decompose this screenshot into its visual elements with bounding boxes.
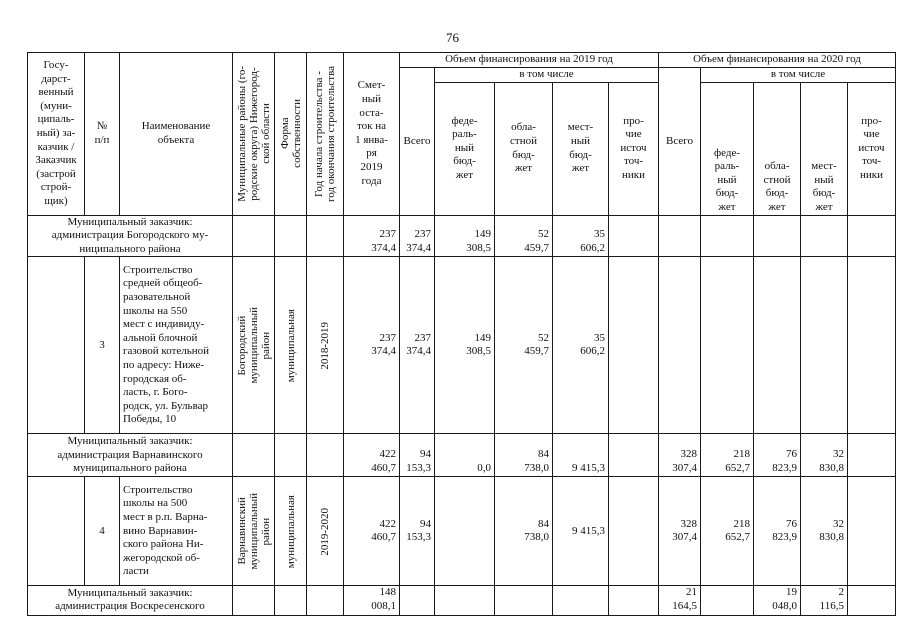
header-number: № п/п [85,53,120,216]
fin-2019-local: 9 415,3 [553,434,609,477]
customer-name: Муниципальный заказчик: администрация Богородского му- ниципального района [28,215,233,257]
fin-2020-local: 32 830,8 [801,434,848,477]
fin-2020-local: 2 116,5 [801,586,848,615]
fin-2019-federal: 0,0 [435,434,495,477]
fin-2020-federal [701,586,754,615]
estimate-balance: 422 460,7 [344,477,400,586]
header-2019-local: мест- ный бюд- жет [553,82,609,215]
municipality-cell [233,477,275,586]
years-text: 2018-2019 [319,321,331,370]
object-name: Строительство средней общеоб- разовательной школы на 550 мест с индивиду- альной блочной газовой котельной по адресу: Ниже- городская об- ласть, г. Бого- родск, ул. Бульвар Победы, 10 [120,257,233,434]
ownership-cell [275,434,307,477]
ownership-cell [275,477,307,586]
fin-2019-regional: 84 738,0 [495,434,553,477]
object-row [28,477,896,586]
row-number: 3 [85,257,120,434]
fin-2019-total [400,586,435,615]
years-text: 2019-2020 [319,507,331,556]
customer-cell [28,257,85,434]
years-cell [307,257,344,434]
fin-2019-total: 94 153,3 [400,434,435,477]
years-cell [307,477,344,586]
municipality-cell [233,215,275,257]
fin-2019-regional: 84 738,0 [495,477,553,586]
row-number: 4 [85,477,120,586]
fin-2020-other [848,477,896,586]
fin-2020-total [659,257,701,434]
header-estimate-balance: Смет- ный оста- ток на 1 янва- ря 2019 года [344,53,400,216]
fin-2020-other [848,257,896,434]
fin-2019-other [609,586,659,615]
municipality-text: Варнавинский муниципальный район [235,493,272,570]
fin-2019-local [553,586,609,615]
fin-2019-local: 35 606,2 [553,215,609,257]
fin-2019-regional: 52 459,7 [495,257,553,434]
fin-2019-local: 9 415,3 [553,477,609,586]
municipality-cell [233,586,275,615]
customer-cell [28,477,85,586]
header-2020-federal: феде- раль- ный бюд- жет [701,82,754,215]
fin-2020-federal [701,215,754,257]
page-number: 76 [446,30,459,45]
fin-2020-federal [701,257,754,434]
years-cell [307,215,344,257]
header-customer: Госу- дарст- венный (муни- ципаль- ный) за- казчик / Заказчик (застрой строй- щик) [28,53,85,216]
ownership-cell [275,257,307,434]
estimate-balance: 237 374,4 [344,215,400,257]
fin-2020-total: 21 164,5 [659,586,701,615]
fin-2020-regional [754,257,801,434]
fin-2019-federal [435,586,495,615]
fin-2020-regional: 76 823,9 [754,477,801,586]
fin-2020-total: 328 307,4 [659,434,701,477]
fin-2019-total: 94 153,3 [400,477,435,586]
fin-2019-total: 237 374,4 [400,257,435,434]
fin-2020-regional [754,215,801,257]
ownership-text: муниципальная [284,494,297,568]
object-name: Строительство школы на 500 мест в р.п. Варна- вино Варнавин- ского района Ни- жегородской об- ласти [120,477,233,586]
header-2019-total: Всего [400,68,435,216]
header-2020-including: в том числе [701,68,896,83]
header-2020-local: мест- ный бюд- жет [801,82,848,215]
fin-2020-federal: 218 652,7 [701,434,754,477]
municipality-cell [233,257,275,434]
fin-2020-other [848,434,896,477]
header-object-name: Наименование объекта [120,53,233,216]
header-municipality-text: Муниципальные районы (го- родские округа) Нижегород- ской области [235,65,272,202]
municipality-text: Богородский муниципальный район [235,307,272,384]
header-ownership-text: Форма собственности [278,99,303,169]
header-years [307,53,344,216]
fin-2019-regional: 52 459,7 [495,215,553,257]
header-fin-2020: Объем финансирования на 2020 год [659,53,896,68]
fin-2020-federal: 218 652,7 [701,477,754,586]
ownership-text: муниципальная [284,308,297,382]
header-years-text: Год начала строительства - год окончания строительства [313,65,337,202]
header-2019-other: про- чие источ точ- ники [609,82,659,215]
fin-2019-regional [495,586,553,615]
fin-2019-other [609,434,659,477]
header-fin-2019: Объем финансирования на 2019 год [400,53,659,68]
fin-2019-federal: 149 308,5 [435,215,495,257]
header-2020-regional: обла- стной бюд- жет [754,82,801,215]
fin-2020-local [801,215,848,257]
ownership-cell [275,215,307,257]
header-municipality [233,53,275,216]
fin-2019-other [609,215,659,257]
fin-2019-other [609,477,659,586]
financing-table [27,52,896,616]
fin-2020-local [801,257,848,434]
fin-2020-local: 32 830,8 [801,477,848,586]
fin-2019-local: 35 606,2 [553,257,609,434]
municipality-cell [233,434,275,477]
fin-2020-other [848,215,896,257]
customer-row [28,586,896,615]
years-cell [307,434,344,477]
customer-name: Муниципальный заказчик: администрация Воскресенского [28,586,233,615]
fin-2020-regional: 76 823,9 [754,434,801,477]
estimate-balance: 237 374,4 [344,257,400,434]
fin-2020-total: 328 307,4 [659,477,701,586]
header-2019-regional: обла- стной бюд- жет [495,82,553,215]
fin-2019-total: 237 374,4 [400,215,435,257]
header-ownership [275,53,307,216]
years-cell [307,586,344,615]
fin-2020-other [848,586,896,615]
customer-row [28,215,896,257]
fin-2019-federal: 149 308,5 [435,257,495,434]
header-2019-federal: феде- раль- ный бюд- жет [435,82,495,215]
header-2019-including: в том числе [435,68,659,83]
customer-row [28,434,896,477]
estimate-balance: 422 460,7 [344,434,400,477]
customer-name: Муниципальный заказчик: администрация Варнавинского муниципального района [28,434,233,477]
fin-2019-federal [435,477,495,586]
header-2020-other: про- чие источ точ- ники [848,82,896,215]
fin-2020-regional: 19 048,0 [754,586,801,615]
object-row [28,257,896,434]
ownership-cell [275,586,307,615]
fin-2019-other [609,257,659,434]
header-2020-total: Всего [659,68,701,216]
fin-2020-total [659,215,701,257]
estimate-balance: 148 008,1 [344,586,400,615]
